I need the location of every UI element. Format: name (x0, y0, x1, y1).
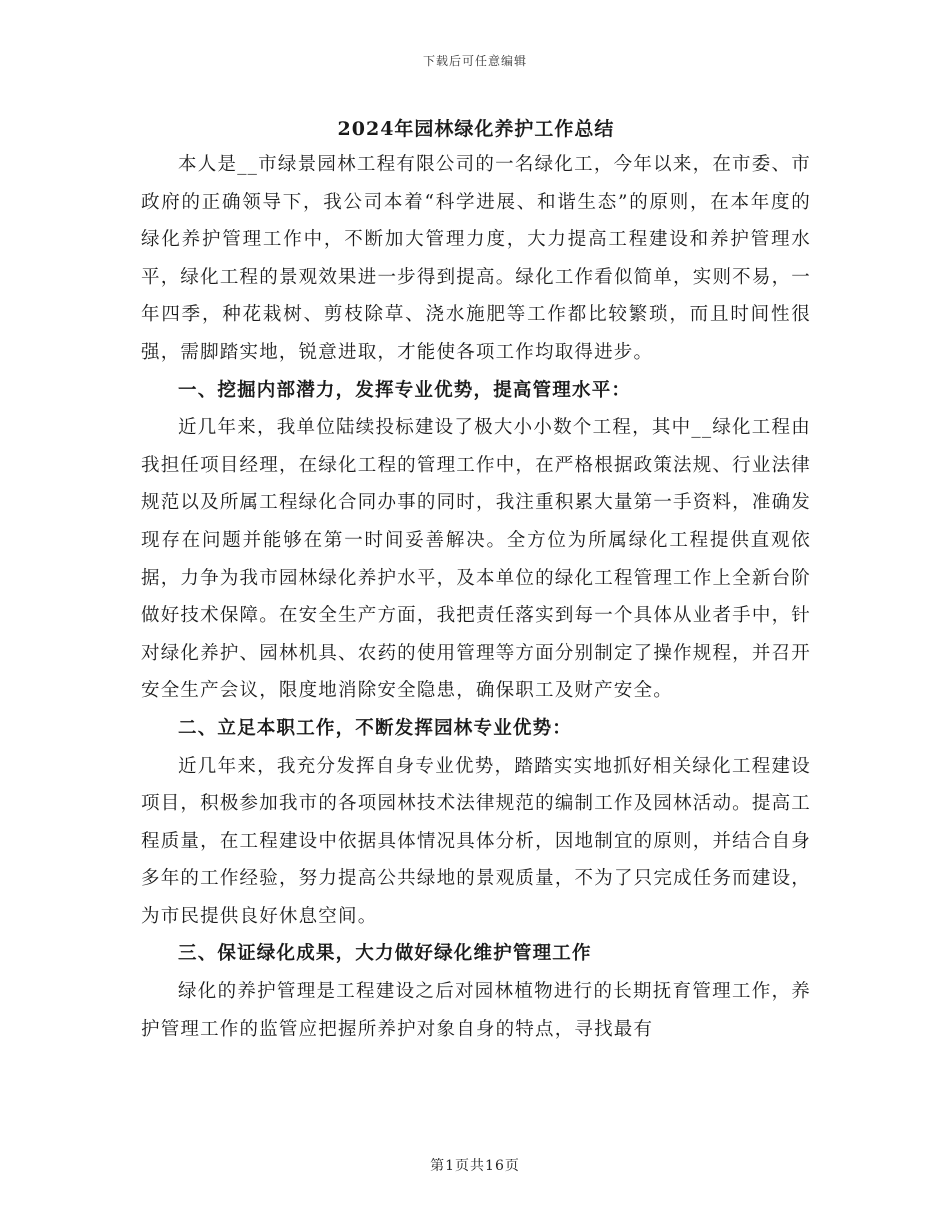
document-body (141, 112, 811, 1048)
page-header-note: 下载后可任意编辑 (422, 54, 527, 68)
section-2-body: 近几年来，我充分发挥自身专业优势，踏踏实实地抓好相关绿化工程建设项目，积极参加我市的各项园林技术法律规范的编制工作及园林活动。提高工程质量，在工程建设中依据具体情况具体分析，因地制宜的原则，并结合自身多年的工作经验，努力提高公共绿地的景观质量，不为了只完成任务而建设，为市民提供良好休息空间。 (141, 755, 811, 927)
page-number: 第1页共16页 (430, 1158, 520, 1174)
section-3-body: 绿化的养护管理是工程建设之后对园林植物进行的长期抚育管理工作，养护管理工作的监管应把握所养护对象自身的特点，寻找最有 (141, 981, 811, 1040)
section-1-body: 近几年来，我单位陆续投标建设了极大小小数个工程，其中__绿化工程由我担任项目经理，在绿化工程的管理工作中，在严格根据政策法规、行业法律规范以及所属工程绿化合同办事的同时，我注重积累大量第一手资料，准确发现存在问题并能够在第一时间妥善解决。全方位为所属绿化工程提供直观依据，力争为我市园林绿化养护水平，及本单位的绿化工程管理工作上全新台阶做好技术保障。在安全生产方面，我把责任落实到每一个具体从业者手中，针对绿化养护、园林机具、农药的使用管理等方面分别制定了操作规程，并召开安全生产会议，限度地消除安全隐患，确保职工及财产安全。 (141, 417, 811, 702)
section-3-heading: 三、保证绿化成果，大力做好绿化维护管理工作 (178, 943, 592, 965)
document-title: 2024年园林绿化养护工作总结 (337, 118, 615, 140)
section-1-heading: 一、挖掘内部潜力，发挥专业优势，提高管理水平： (178, 379, 632, 401)
section-2-heading: 二、立足本职工作，不断发挥园林专业优势： (178, 717, 573, 739)
intro-paragraph: 本人是__市绿景园林工程有限公司的一名绿化工，今年以来，在市委、市政府的正确领导下，我公司本着“科学进展、和谐生态”的原则，在本年度的绿化养护管理工作中，不断加大管理力度，大力提高工程建设和养护管理水平，绿化工程的景观效果进一步得到提高。绿化工作看似简单，实则不易，一年四季，种花栽树、剪枝除草、浇水施肥等工作都比较繁琐，而且时间性很强，需脚踏实地，锐意进取，才能使各项工作均取得进步。 (141, 154, 811, 363)
